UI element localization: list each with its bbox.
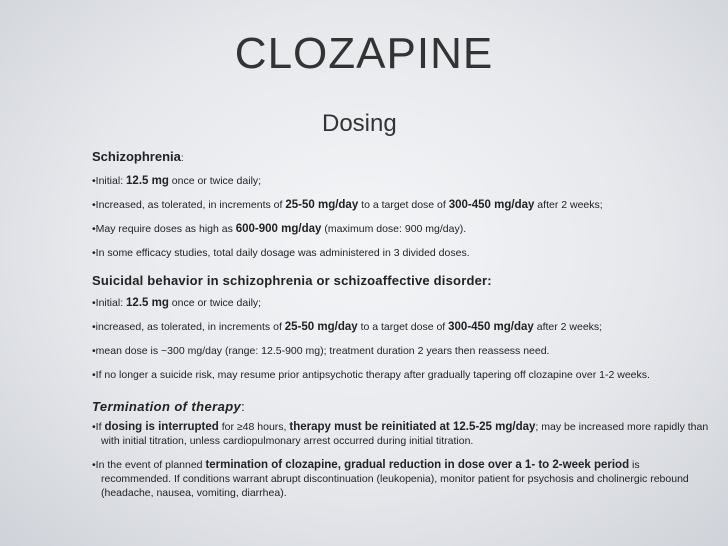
list-item: •mean dose is ~300 mg/day (range: 12.5-900 mg); treatment duration 2 years then reassess need. — [92, 345, 550, 357]
list-item: •May require doses as high as 600-900 mg/day (maximum dose: 900 mg/day). — [92, 223, 467, 235]
termination-heading — [92, 400, 712, 414]
suicidal-behavior-heading: Suicidal behavior in schizophrenia or schizoaffective disorder: — [92, 273, 492, 288]
list-item: •Initial: 12.5 mg once or twice daily; — [92, 297, 262, 309]
termination-heading-colon: : — [241, 399, 246, 414]
termination-list — [92, 420, 712, 500]
list-item: •If dosing is interrupted for ≥48 hours, therapy must be reinitiated at 12.5-25 mg/day; may be increased more rapidly than with initial titration, unless cardiopulmonary arrest occurred during initial titration. — [92, 421, 709, 447]
schizophrenia-heading-colon: : — [180, 153, 184, 164]
list-item: •Initial: 12.5 mg once or twice daily; — [92, 175, 262, 187]
schizophrenia-list — [92, 174, 712, 260]
list-item: •increased, as tolerated, in increments of 25-50 mg/day to a target dose of 300-450 mg/day after 2 weeks; — [92, 321, 603, 333]
suicidal-behavior-list — [92, 296, 712, 382]
schizophrenia-heading — [92, 150, 712, 166]
schizophrenia-heading-text: Schizophrenia — [92, 149, 181, 164]
list-item: •If no longer a suicide risk, may resume prior antipsychotic therapy after gradually tapering off clozapine over 1-2 weeks. — [92, 369, 650, 381]
slide-content — [92, 148, 712, 510]
list-item: •In the event of planned termination of clozapine, gradual reduction in dose over a 1- to 2-week period is recommended. If conditions warrant abrupt discontinuation (leukopenia), monitor patient for psychosis and cholinergic rebound (headache, nausea, vomiting, diarrhea). — [92, 459, 689, 499]
slide-title: CLOZAPINE — [234, 29, 494, 78]
slide-subtitle: Dosing — [322, 110, 397, 137]
list-item: •Increased, as tolerated, in increments of 25-50 mg/day to a target dose of 300-450 mg/day after 2 weeks; — [92, 199, 603, 211]
termination-heading-text: Termination of therapy — [92, 399, 242, 414]
list-item: •In some efficacy studies, total daily dosage was administered in 3 divided doses. — [92, 247, 470, 259]
